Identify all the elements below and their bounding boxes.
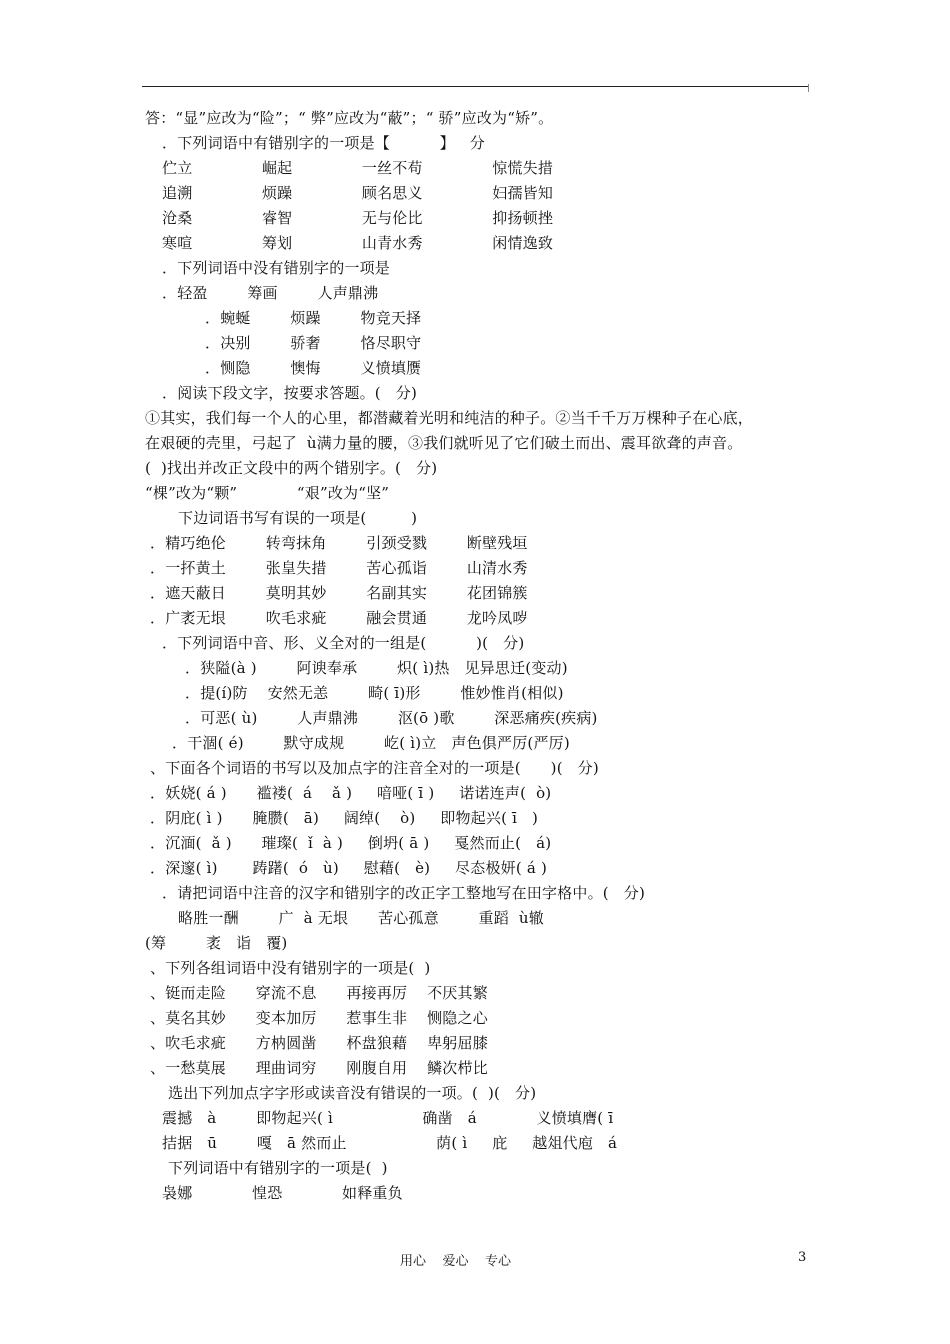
text-line: ．恻隐 懊悔 义愤填赝 bbox=[205, 359, 422, 377]
text-line: ．深邃( ì) 踌躇( ó ù) 慰藉( è) 尽态极妍( á ) bbox=[150, 859, 548, 877]
text-line: “棵”改为“颗” “艰”改为“坚” bbox=[145, 484, 390, 502]
text-line: ．可恶( ù) 人声鼎沸 沤(ō )歌 深恶痛疾(疾病) bbox=[185, 709, 598, 727]
text-line: ．一抔黄土 张皇失措 苦心孤诣 山清水秀 bbox=[150, 559, 528, 577]
footer-text: 用心 爱心 专心 bbox=[400, 1254, 512, 1269]
text-line: ．提(í)防 安然无恙 畸( ī)形 惟妙惟肖(相似) bbox=[185, 684, 564, 702]
text-line: 下边词语书写有误的一项是( ) bbox=[178, 509, 418, 527]
text-line: ．精巧绝伦 转弯抹角 引颈受戮 断壁残垣 bbox=[150, 534, 528, 552]
text-line: 在艰硬的壳里，弓起了 ù满力量的腰，③我们就听见了它们破土而出、震耳欲聋的声音。 bbox=[145, 434, 743, 452]
text-line: ．狭隘(à ) 阿谀奉承 炽( ì)热 见异思迁(变动) bbox=[185, 659, 568, 677]
text-line: 袅娜 惶恐 如释重负 bbox=[162, 1184, 403, 1202]
header-rule bbox=[142, 86, 808, 87]
text-line: ．干涸( é) 默守成规 屹( ì)立 声色俱严厉(严厉) bbox=[172, 734, 570, 752]
text-line: 略胜一酬 广 à 无垠 苦心孤意 重蹈 ù辙 bbox=[178, 909, 544, 927]
text-line: ①其实，我们每一个人的心里，都潜藏着光明和纯洁的种子。②当千千万万棵种子在心底， bbox=[145, 409, 754, 427]
text-line: 选出下列加点字字形或读音没有错误的一项。( )( 分) bbox=[168, 1084, 537, 1102]
text-line: ．沉湎( ǎ ) 璀璨( ǐ à ) 倒坍( ā ) 戛然而止( á) bbox=[150, 834, 552, 852]
text-line: 震撼 à 即物起兴( ì 确凿 á 义愤填膺( ī bbox=[162, 1109, 614, 1127]
text-line: 、下面各个词语的书写以及加点字的注音全对的一项是( )( 分) bbox=[150, 759, 599, 777]
text-line: ．决别 骄奢 恪尽职守 bbox=[205, 334, 422, 352]
text-line: 下列词语中有错别字的一项是( ) bbox=[168, 1159, 388, 1177]
text-line: ．蜿蜒 烦躁 物竞天择 bbox=[205, 309, 422, 327]
page-number: 3 bbox=[798, 1250, 807, 1265]
text-line: ．下列词语中没有错别字的一项是 bbox=[162, 259, 391, 277]
text-line: 、吹毛求疵 方枘圆凿 杯盘狼藉 卑躬屈膝 bbox=[150, 1034, 488, 1052]
header-rule-tick bbox=[808, 84, 809, 92]
text-line: 、下列各组词语中没有错别字的一项是( ) bbox=[150, 959, 431, 977]
text-line: 拮据 ū 嘎 ā 然而止 荫( ì 庇 越俎代庖 á bbox=[162, 1134, 618, 1152]
text-line: ．轻盈 筹画 人声鼎沸 bbox=[162, 284, 379, 302]
text-line: ．下列词语中音、形、义全对的一组是( )( 分) bbox=[162, 634, 525, 652]
text-line: ．广袤无垠 吹毛求疵 融会贯通 龙吟凤哕 bbox=[150, 609, 528, 627]
text-line: 答：“显”应改为“险”；“ 弊”应改为“蔽”；“ 骄”应改为“矫”。 bbox=[145, 109, 554, 127]
text-line: 寒喧 筹划 山青水秀 闲情逸致 bbox=[162, 234, 554, 252]
text-line: 伫立 崛起 一丝不苟 惊慌失措 bbox=[162, 159, 554, 177]
text-line: ．阴庇( ì ) 腌臜( ā) 阔绰( ò) 即物起兴( ī ) bbox=[150, 809, 539, 827]
text-line: 沧桑 睿智 无与伦比 抑扬顿挫 bbox=[162, 209, 554, 227]
text-line: 追溯 烦躁 顾名思义 妇孺皆知 bbox=[162, 184, 554, 202]
text-line: 、一愁莫展 理曲词穷 刚腹自用 鳞次栉比 bbox=[150, 1059, 488, 1077]
text-line: ．阅读下段文字，按要求答题。( 分) bbox=[162, 384, 418, 402]
text-line: ．下列词语中有错别字的一项是【 】 分 bbox=[162, 134, 485, 152]
text-line: (筹 袤 诣 覆) bbox=[145, 934, 288, 952]
text-line: ．请把词语中注音的汉字和错别字的改正字工整地写在田字格中。( 分) bbox=[162, 884, 646, 902]
text-line: ．遮天蔽日 莫明其妙 名副其实 花团锦簇 bbox=[150, 584, 528, 602]
text-line: ( )找出并改正文段中的两个错别字。( 分) bbox=[145, 459, 438, 477]
text-line: 、莫名其妙 变本加厉 惹事生非 恻隐之心 bbox=[150, 1009, 488, 1027]
text-line: 、铤而走险 穿流不息 再接再厉 不厌其繁 bbox=[150, 984, 488, 1002]
text-line: ．妖娆( á ) 褴褛( á ǎ ) 喑哑( ī ) 诺诺连声( ò) bbox=[150, 784, 552, 802]
